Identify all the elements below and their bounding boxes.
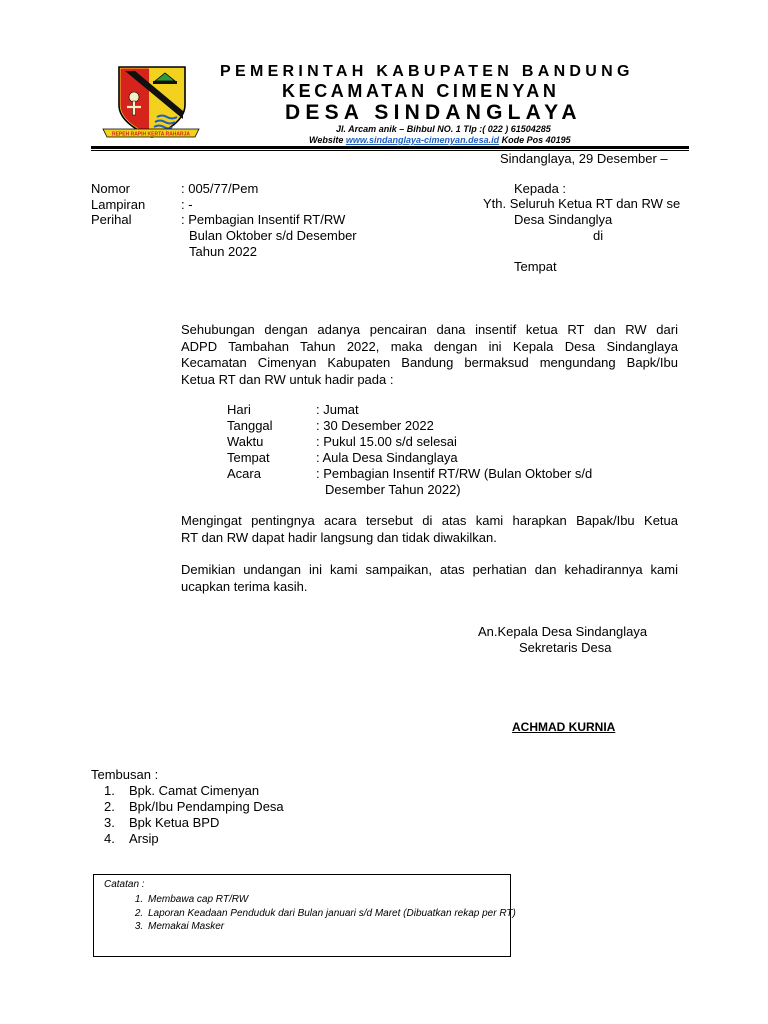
perihal-value-1: : Pembagian Insentif RT/RW xyxy=(181,212,346,227)
detail-value-tanggal: : 30 Desember 2022 xyxy=(316,418,434,433)
paragraph-line: Sehubungan dengan adanya pencairan dana insentif ketua RT dan RW dari xyxy=(181,322,678,337)
paragraph-line: ucapkan terima kasih. xyxy=(181,578,308,594)
website-link[interactable]: www.sindanglaya-cimenyan.desa.id xyxy=(345,135,500,145)
nomor-value: : 005/77/Pem xyxy=(181,181,259,196)
bandung-regency-logo xyxy=(101,63,201,141)
website-label: Website xyxy=(309,135,344,145)
letterhead-district: KECAMATAN CIMENYAN xyxy=(282,81,560,101)
signature-title: An.Kepala Desa Sindanglaya xyxy=(478,624,648,639)
detail-value-waktu: : Pukul 15.00 s/d selesai xyxy=(316,434,457,449)
nomor-label: Nomor xyxy=(91,181,131,196)
body-paragraph-closing xyxy=(181,562,678,595)
detail-label-waktu: Waktu xyxy=(227,434,264,449)
tembusan-number: 2. xyxy=(104,799,115,814)
detail-label-hari: Hari xyxy=(227,402,251,417)
tembusan-item: Arsip xyxy=(129,831,159,846)
tembusan-title: Tembusan : xyxy=(91,767,159,782)
body-paragraph-intro xyxy=(181,322,678,388)
detail-label-acara: Acara xyxy=(227,466,261,481)
perihal-label: Perihal xyxy=(91,212,132,227)
lampiran-label: Lampiran xyxy=(91,197,146,212)
detail-value-acara: : Pembagian Insentif RT/RW (Bulan Oktober s/d xyxy=(316,466,593,481)
detail-value-acara-cont: Desember Tahun 2022) xyxy=(325,482,461,497)
paragraph-line: RT dan RW dapat hadir langsung dan tidak diwakilkan. xyxy=(181,529,497,545)
tembusan-item: Bpk/Ibu Pendamping Desa xyxy=(129,799,284,814)
detail-label-tempat: Tempat xyxy=(227,450,270,465)
tembusan-number: 1. xyxy=(104,783,115,798)
letterhead-government: PEMERINTAH KABUPATEN BANDUNG xyxy=(220,63,634,80)
tembusan-item: Bpk Ketua BPD xyxy=(129,815,220,830)
svg-text:REPEH RAPIH KERTA RAHARJA: REPEH RAPIH KERTA RAHARJA xyxy=(111,131,191,138)
perihal-value-2: Bulan Oktober s/d Desember xyxy=(189,228,357,243)
paragraph-line: Kecamatan Cimenyan Kabupaten Bandung bermaksud mengundang Bapk/Ibu xyxy=(181,355,678,370)
paragraph-line: Demikian undangan ini kami sampaikan, atas perhatian dan kehadirannya kami xyxy=(181,562,678,577)
tembusan-number: 4. xyxy=(104,831,115,846)
tembusan-number: 3. xyxy=(104,815,115,830)
body-paragraph-request xyxy=(181,513,678,546)
postal-code: Kode Pos 40195 xyxy=(501,135,571,145)
lampiran-value: : - xyxy=(181,197,193,212)
letterhead-web-line xyxy=(309,135,571,145)
letter-date: Sindanglaya, 29 Desember – xyxy=(500,151,668,166)
detail-value-tempat: : Aula Desa Sindanglaya xyxy=(316,450,458,465)
catatan-item: 2. Laporan Keadaan Penduduk dari Bulan januari s/d Maret (Dibuatkan rekap per RT) xyxy=(146,907,516,921)
detail-label-tanggal: Tanggal xyxy=(227,418,273,433)
signatory-name: ACHMAD KURNIA xyxy=(512,720,616,734)
letterhead-village: DESA SINDANGLAYA xyxy=(285,101,582,124)
paragraph-line: ADPD Tambahan Tahun 2022, maka dengan ini Kepala Desa Sindanglaya xyxy=(181,338,678,354)
letterhead-rule-thick xyxy=(91,146,689,149)
signature-position: Sekretaris Desa xyxy=(519,640,612,655)
recipient-tempat: Tempat xyxy=(514,259,557,274)
perihal-value-3: Tahun 2022 xyxy=(189,244,257,259)
paragraph-line: Ketua RT dan RW untuk hadir pada : xyxy=(181,371,394,387)
recipient-desa: Desa Sindanglya xyxy=(514,212,613,227)
recipient-yth: Yth. Seluruh Ketua RT dan RW se xyxy=(483,196,681,211)
letterhead-address: Jl. Arcam anik – Bihbul NO. 1 Tlp :( 022 ) 61504285 xyxy=(336,124,551,134)
detail-value-hari: : Jumat xyxy=(316,402,359,417)
tembusan-item: Bpk. Camat Cimenyan xyxy=(129,783,260,798)
catatan-item: 1. Membawa cap RT/RW xyxy=(146,893,516,907)
catatan-item: 3. Memakai Masker xyxy=(146,920,516,934)
catatan-list xyxy=(126,893,516,934)
paragraph-line: Mengingat pentingnya acara tersebut di atas kami harapkan Bapak/Ibu Ketua xyxy=(181,513,678,528)
catatan-title: Catatan : xyxy=(104,879,145,890)
recipient-di: di xyxy=(593,228,604,243)
catatan-box xyxy=(93,874,516,957)
recipient-kepada: Kepada : xyxy=(514,181,567,196)
